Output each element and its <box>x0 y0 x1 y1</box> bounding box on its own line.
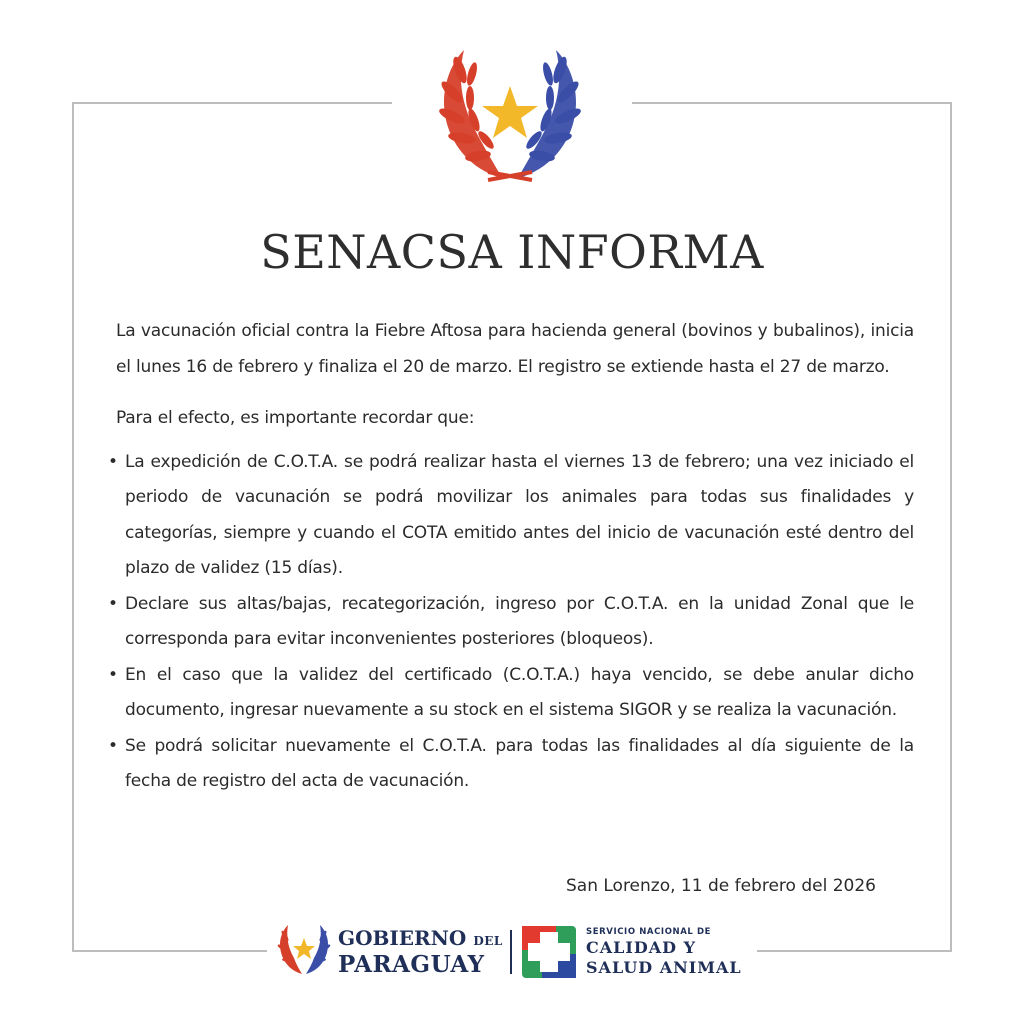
senacsa-line3: SALUD ANIMAL <box>586 958 742 977</box>
list-item-text: Se podrá solicitar nuevamente el C.O.T.A. para todas las finalidades al día siguiente de la fecha de registro del acta de vacunación. <box>125 735 914 791</box>
bullet-marker: • <box>108 735 118 756</box>
gov-line1-small: DEL <box>473 934 503 948</box>
intro-paragraph: La vacunación oficial contra la Fiebre Aftosa para hacienda general (bovinos y bubalinos), inicia el lunes 16 de febrero y finaliza el 20 de marzo. El registro se extiende hasta el 27 de marzo. <box>116 321 914 377</box>
page-title: SENACSA INFORMA <box>260 225 764 279</box>
senacsa-line1: SERVICIO NACIONAL DE <box>586 927 712 937</box>
bullet-marker: • <box>108 664 118 685</box>
frame-bottom-left <box>72 950 267 952</box>
logo-divider <box>510 930 512 974</box>
footer-logos <box>276 922 756 980</box>
list-item-text: Declare sus altas/bajas, recategorización, ingreso por C.O.T.A. en la unidad Zonal que le corresponda para evitar inconvenientes posteriores (bloqueos). <box>125 593 914 649</box>
bullet-marker: • <box>108 593 118 614</box>
senacsa-wordmark <box>586 926 742 978</box>
bullet-marker: • <box>108 451 118 472</box>
frame-bottom-right <box>757 950 952 952</box>
senacsa-line2: CALIDAD Y <box>586 938 697 957</box>
gov-wordmark <box>338 926 503 977</box>
list-item-text: La expedición de C.O.T.A. se podrá realizar hasta el viernes 13 de febrero; una vez iniciado el periodo de vacunación se podrá movilizar los animales para todas sus finalidades y categorías, siempre y cuando el COTA emitido antes del inicio de vacunación esté dentro del plazo de validez (15 días). <box>125 451 914 578</box>
gov-line2: PARAGUAY <box>338 951 485 978</box>
bullet-list <box>108 445 914 800</box>
place-date: San Lorenzo, 11 de febrero del 2026 <box>565 876 876 896</box>
frame-top-right <box>632 102 952 104</box>
paraguay-seal-icon <box>430 40 590 190</box>
list-item-text: En el caso que la validez del certificado (C.O.T.A.) haya vencido, se debe anular dicho documento, ingresar nuevamente a su stock en el sistema SIGOR y se realiza la vacunación. <box>125 664 914 720</box>
senacsa-cross-icon <box>522 926 576 978</box>
gov-paraguay-seal-icon <box>276 922 332 978</box>
list-item <box>108 658 914 729</box>
notice-body <box>108 314 914 800</box>
list-item <box>108 445 914 587</box>
list-item <box>108 729 914 800</box>
lead-paragraph: Para el efecto, es importante recordar que: <box>116 408 475 428</box>
gov-line1: GOBIERNO <box>338 926 467 950</box>
frame-top-left <box>72 102 392 104</box>
list-item <box>108 587 914 658</box>
